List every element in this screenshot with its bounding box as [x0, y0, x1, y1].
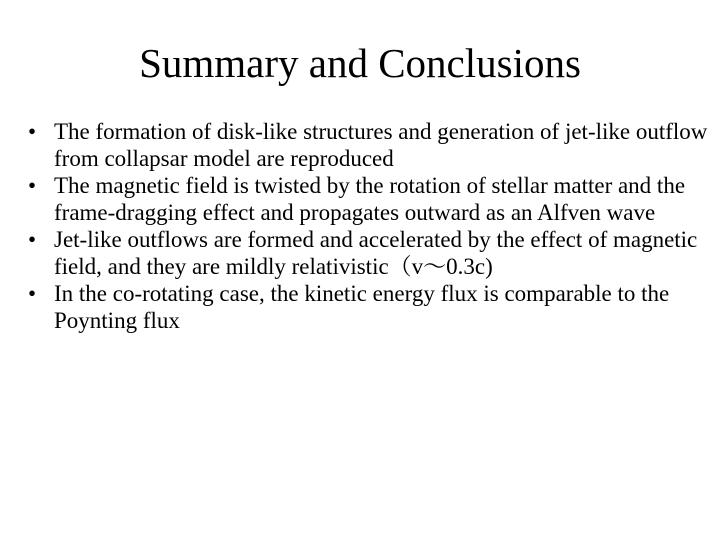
- bullet-icon: •: [28, 173, 37, 198]
- bullet-item: [28, 118, 718, 172]
- bullet-text: Jet-like outflows are formed and accelerated by the effect of magnetic field, and they are mildly relativistic（v～0.3c): [54, 227, 698, 279]
- bullet-list: [28, 118, 718, 334]
- bullet-item: [28, 172, 718, 226]
- bullet-item: [28, 226, 718, 280]
- bullet-text: In the co-rotating case, the kinetic energy flux is comparable to the Poynting flux: [54, 281, 670, 333]
- bullet-icon: •: [28, 281, 37, 306]
- bullet-icon: •: [28, 227, 37, 252]
- slide-title: Summary and Conclusions: [139, 40, 581, 86]
- bullet-text: The formation of disk-like structures and generation of jet-like outflow from collapsar model are reproduced: [54, 119, 708, 171]
- bullet-icon: •: [28, 119, 37, 144]
- bullet-text: The magnetic field is twisted by the rotation of stellar matter and the frame-dragging effect and propagates outward as an Alfven wave: [54, 173, 686, 225]
- bullet-item: [28, 280, 718, 334]
